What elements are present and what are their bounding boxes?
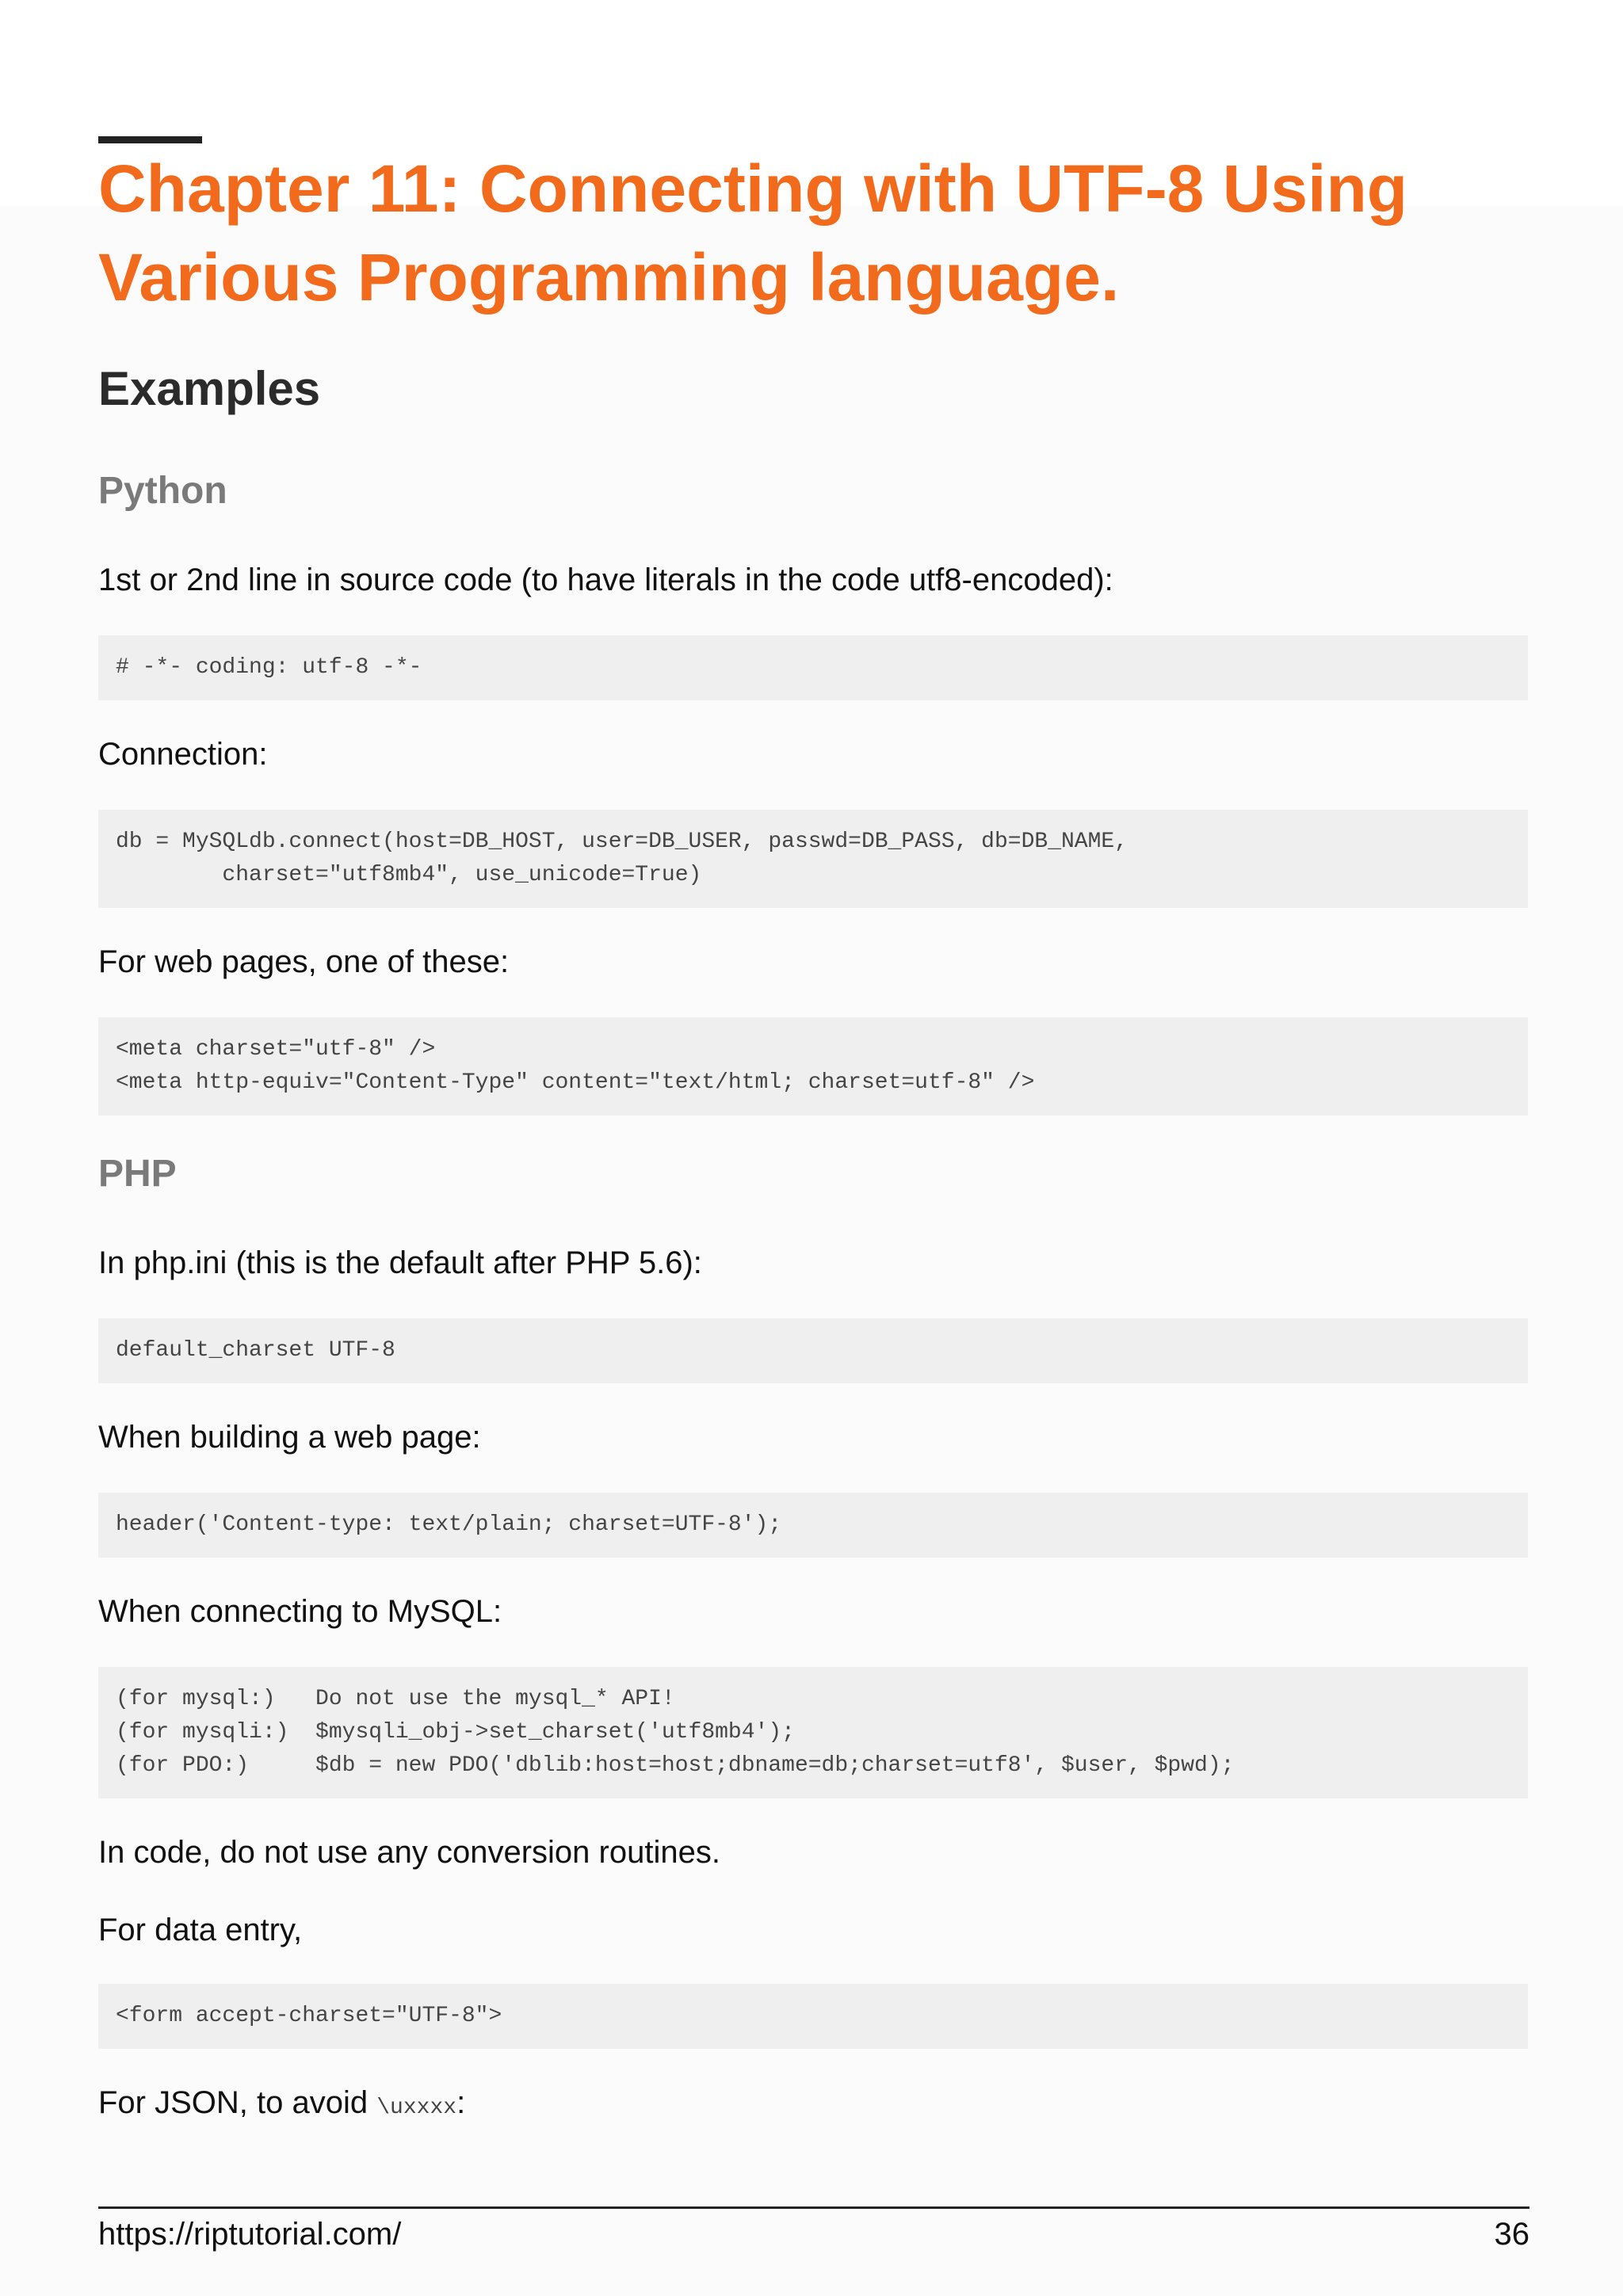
python-heading: Python [98,470,227,512]
json-para-suffix: : [456,2085,466,2120]
json-para-text: For JSON, to avoid [98,2085,377,2120]
chapter-title [98,144,1528,322]
chapter-title-line-1: Chapter 11: Connecting with UTF-8 Using [98,151,1408,226]
json-inline-code: \uxxxx [376,2096,457,2120]
code-line: (for PDO:) $db = new PDO('dblib:host=host;dbname=db;charset=utf8', $user, $pwd); [116,1753,1235,1778]
chapter-title-line-2: Various Programming language. [98,240,1120,315]
footer-url: https://riptutorial.com/ [98,2217,402,2252]
footer-rule [98,2206,1529,2209]
php-code-default-charset [98,1318,1528,1383]
code-line: header('Content-type: text/plain; charset=UTF-8'); [116,1512,782,1537]
code-line: # -*- coding: utf-8 -*- [116,655,422,680]
code-line: (for mysqli:) $mysqli_obj->set_charset('utf8mb4'); [116,1720,795,1745]
php-code-header [98,1493,1528,1558]
code-line: (for mysql:) Do not use the mysql_* API! [116,1687,675,1711]
code-line: db = MySQLdb.connect(host=DB_HOST, user=DB_USER, passwd=DB_PASS, db=DB_NAME, [116,830,1128,854]
php-para-json [98,2082,465,2129]
code-line: <meta http-equiv="Content-Type" content="text/html; charset=utf-8" /> [116,1070,1035,1095]
php-para-mysql: When connecting to MySQL: [98,1594,502,1629]
python-code-meta [98,1017,1528,1116]
examples-heading: Examples [98,362,321,415]
python-para-source-line: 1st or 2nd line in source code (to have literals in the code utf8-encoded): [98,563,1113,597]
php-code-form [98,1984,1528,2049]
php-code-mysql [98,1667,1528,1798]
page-number: 36 [1494,2217,1529,2252]
php-para-conversion: In code, do not use any conversion routines. [98,1835,720,1870]
python-code-coding [98,635,1528,700]
code-line: charset="utf8mb4", use_unicode=True) [116,863,702,887]
php-para-phpini: In php.ini (this is the default after PHP 5.6): [98,1245,702,1280]
php-para-web-page: When building a web page: [98,1420,481,1455]
python-para-web-pages: For web pages, one of these: [98,944,510,979]
php-para-data-entry: For data entry, [98,1913,303,1947]
php-heading: PHP [98,1153,177,1195]
python-code-connect [98,810,1528,908]
code-line: default_charset UTF-8 [116,1338,395,1363]
code-line: <form accept-charset="UTF-8"> [116,2004,502,2028]
python-para-connection: Connection: [98,737,268,772]
code-line: <meta charset="utf-8" /> [116,1037,436,1062]
chapter-rule [98,136,202,143]
